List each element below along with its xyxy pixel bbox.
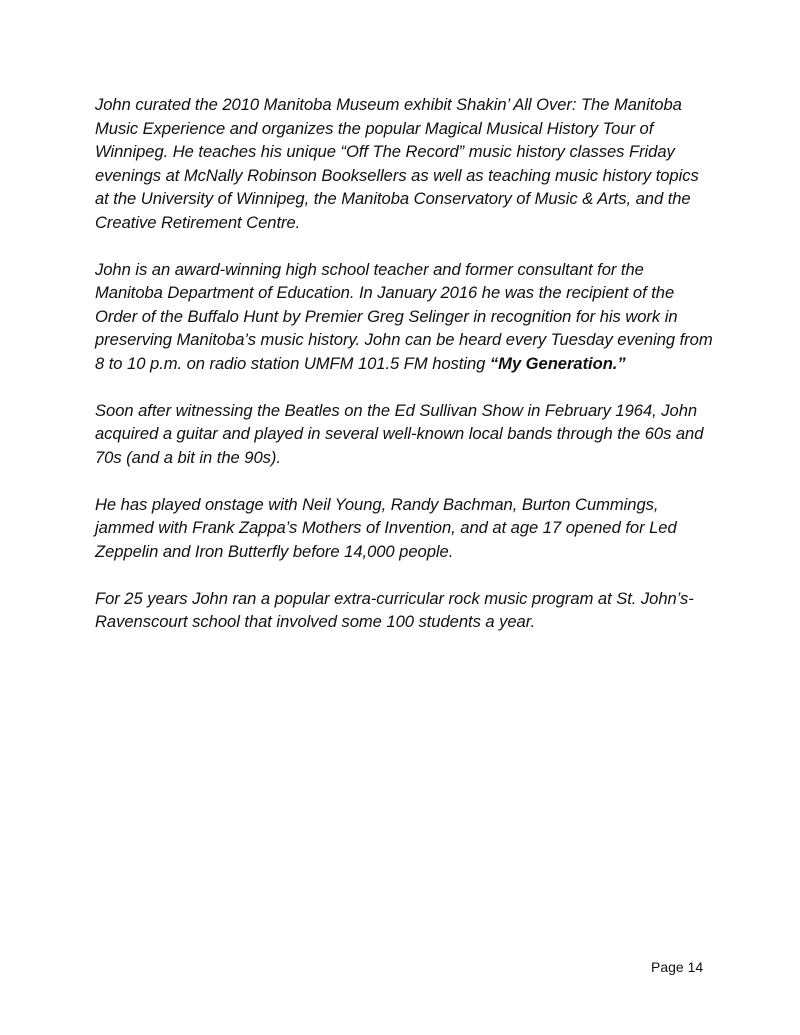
bio-paragraph-museum-exhibit: [95, 93, 715, 234]
bio-paragraph-teaching-career: [95, 258, 715, 376]
paragraph-text: Soon after witnessing the Beatles on the Ed Sullivan Show in February 1964, John acquired a guitar and played in several well-known local bands through the 60s and 70s (and a bit in the 90s).: [95, 400, 704, 467]
paragraph-text: For 25 years John ran a popular extra-curricular rock music program at St. John’s-Ravenscourt school that involved some 100 students a year.: [95, 588, 694, 631]
bio-text-body: [95, 93, 715, 657]
bio-paragraph-onstage: [95, 493, 715, 564]
radio-show-title: “My Generation.”: [489, 353, 626, 373]
bio-paragraph-beatles: [95, 399, 715, 470]
paragraph-text: John curated the 2010 Manitoba Museum exhibit Shakin’ All Over: The Manitoba Music Experience and organizes the popular Magical Musical History Tour of Winnipeg. He teaches his unique “Off The Record” music history classes Friday evenings at McNally Robinson Booksellers as well as teaching music history topics at the University of Winnipeg, the Manitoba Conservatory of Music & Arts, and the Creative Retirement Centre.: [95, 95, 699, 232]
paragraph-text: John is an award-winning high school teacher and former consultant for the Manitoba Department of Education. In January 2016 he was the recipient of the Order of the Buffalo Hunt by Premier Greg Selinger in recognition for his work in preserving Manitoba’s music history. John can be heard every Tuesday evening from 8 to 10 p.m. on radio station UMFM 101.5 FM hosting: [95, 259, 713, 373]
page-number: Page 14: [651, 959, 704, 975]
bio-paragraph-rock-program: [95, 587, 715, 634]
paragraph-text: He has played onstage with Neil Young, Randy Bachman, Burton Cummings, jammed with Frank Zappa’s Mothers of Invention, and at age 17 opened for Led Zeppelin and Iron Butterfly before 14,000 people.: [95, 494, 677, 561]
